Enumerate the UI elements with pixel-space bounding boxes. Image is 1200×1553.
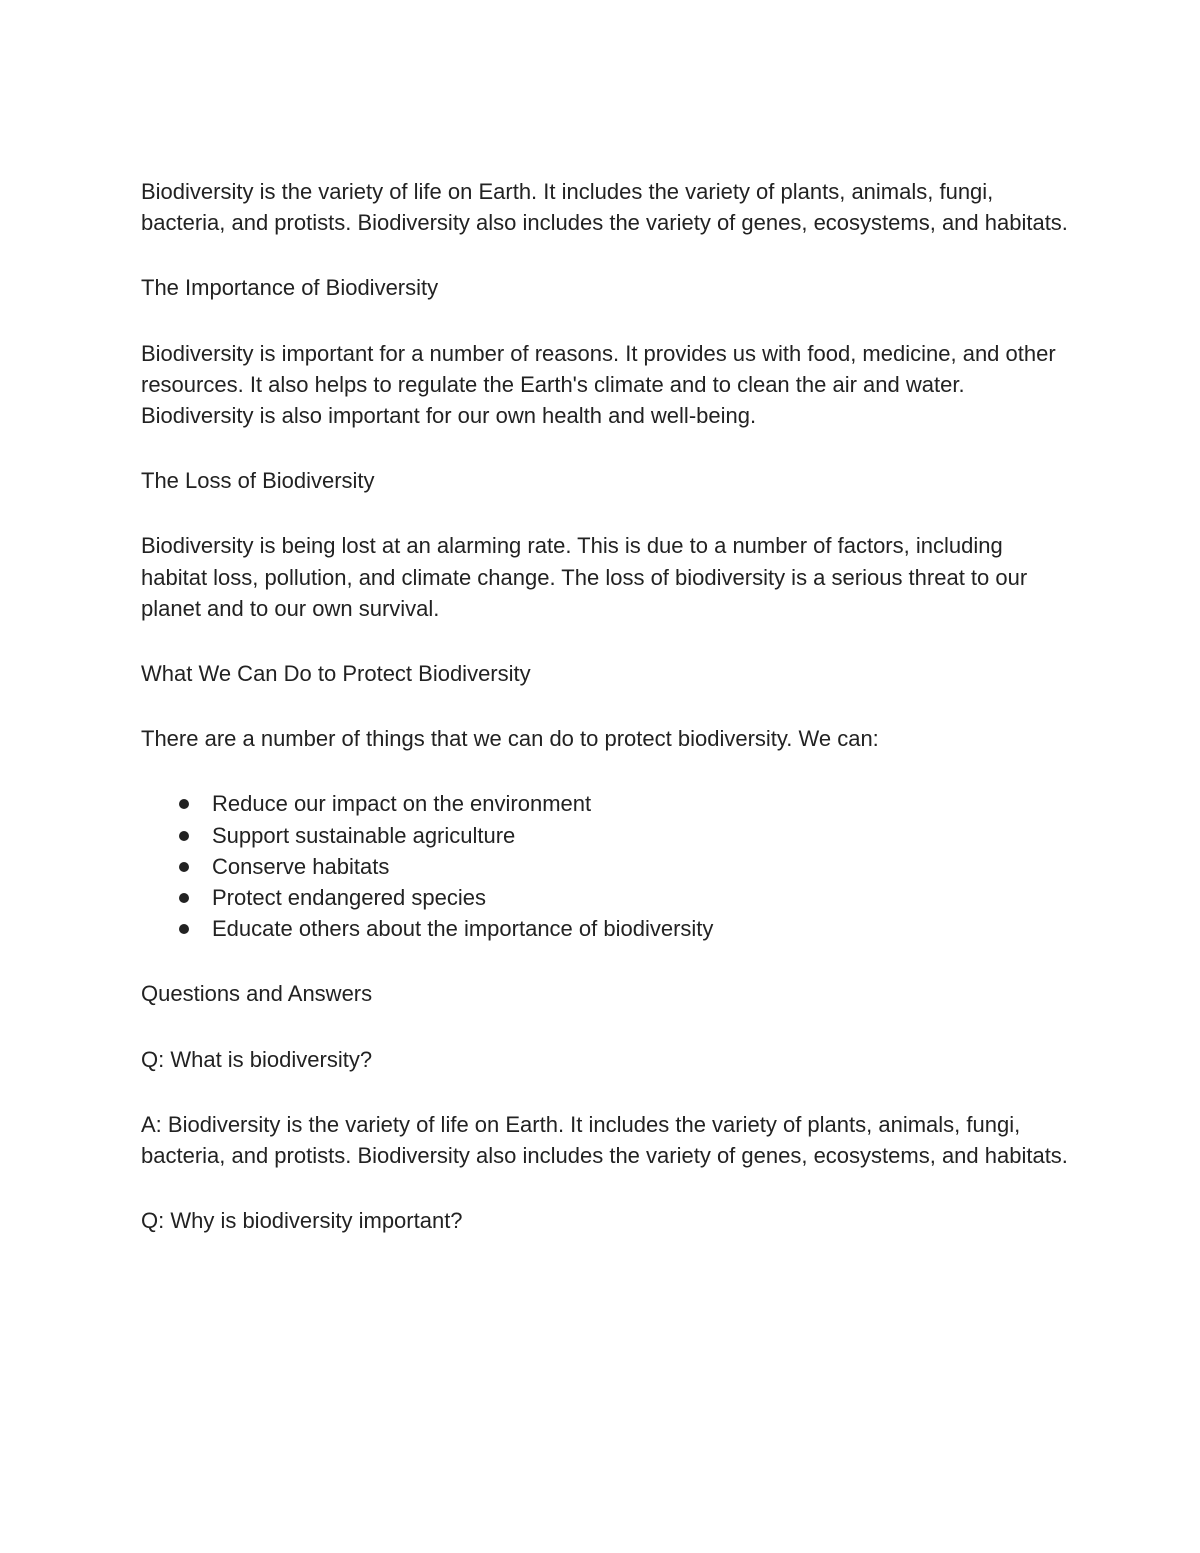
bullet-icon <box>179 831 189 841</box>
list-item-text: Conserve habitats <box>212 853 390 879</box>
protect-list <box>141 788 1071 944</box>
intro-paragraph: Biodiversity is the variety of life on Earth. It includes the variety of plants, animals, fungi, bacteria, and protists. Biodiversity also includes the variety of genes, ecosystems, and habitats. <box>141 179 1068 236</box>
list-item <box>141 788 1071 819</box>
qa-heading: Questions and Answers <box>141 981 373 1007</box>
bullet-icon <box>179 799 189 809</box>
loss-heading: The Loss of Biodiversity <box>141 468 375 494</box>
importance-heading: The Importance of Biodiversity <box>141 275 439 301</box>
question-1: Q: What is biodiversity? <box>141 1046 373 1072</box>
bullet-icon <box>179 924 189 934</box>
document-page <box>141 176 1071 1236</box>
list-item <box>141 820 1071 851</box>
answer-1: A: Biodiversity is the variety of life on Earth. It includes the variety of plants, animals, fungi, bacteria, and protists. Biodiversity also includes the variety of genes, ecosystems, and habitats. <box>141 1111 1068 1169</box>
bullet-icon <box>179 862 189 872</box>
loss-paragraph: Biodiversity is being lost at an alarming rate. This is due to a number of factors, including habitat loss, pollution, and climate change. The loss of biodiversity is a serious threat to our planet and to our own survival. <box>141 533 1028 621</box>
protect-paragraph: There are a number of things that we can do to protect biodiversity. We can: <box>141 726 879 752</box>
bullet-icon <box>179 893 189 903</box>
list-item <box>141 913 1071 944</box>
importance-paragraph: Biodiversity is important for a number of reasons. It provides us with food, medicine, and other resources. It also helps to regulate the Earth's climate and to clean the air and water. Biodiversity is also important for our own health and well-being. <box>141 340 1056 429</box>
list-item <box>141 882 1071 913</box>
question-2: Q: Why is biodiversity important? <box>141 1208 463 1234</box>
list-item-text: Support sustainable agriculture <box>212 822 516 848</box>
list-item-text: Educate others about the importance of biodiversity <box>212 916 714 942</box>
protect-heading: What We Can Do to Protect Biodiversity <box>141 661 531 687</box>
list-item-text: Reduce our impact on the environment <box>212 791 592 817</box>
list-item <box>141 851 1071 882</box>
list-item-text: Protect endangered species <box>212 885 486 911</box>
